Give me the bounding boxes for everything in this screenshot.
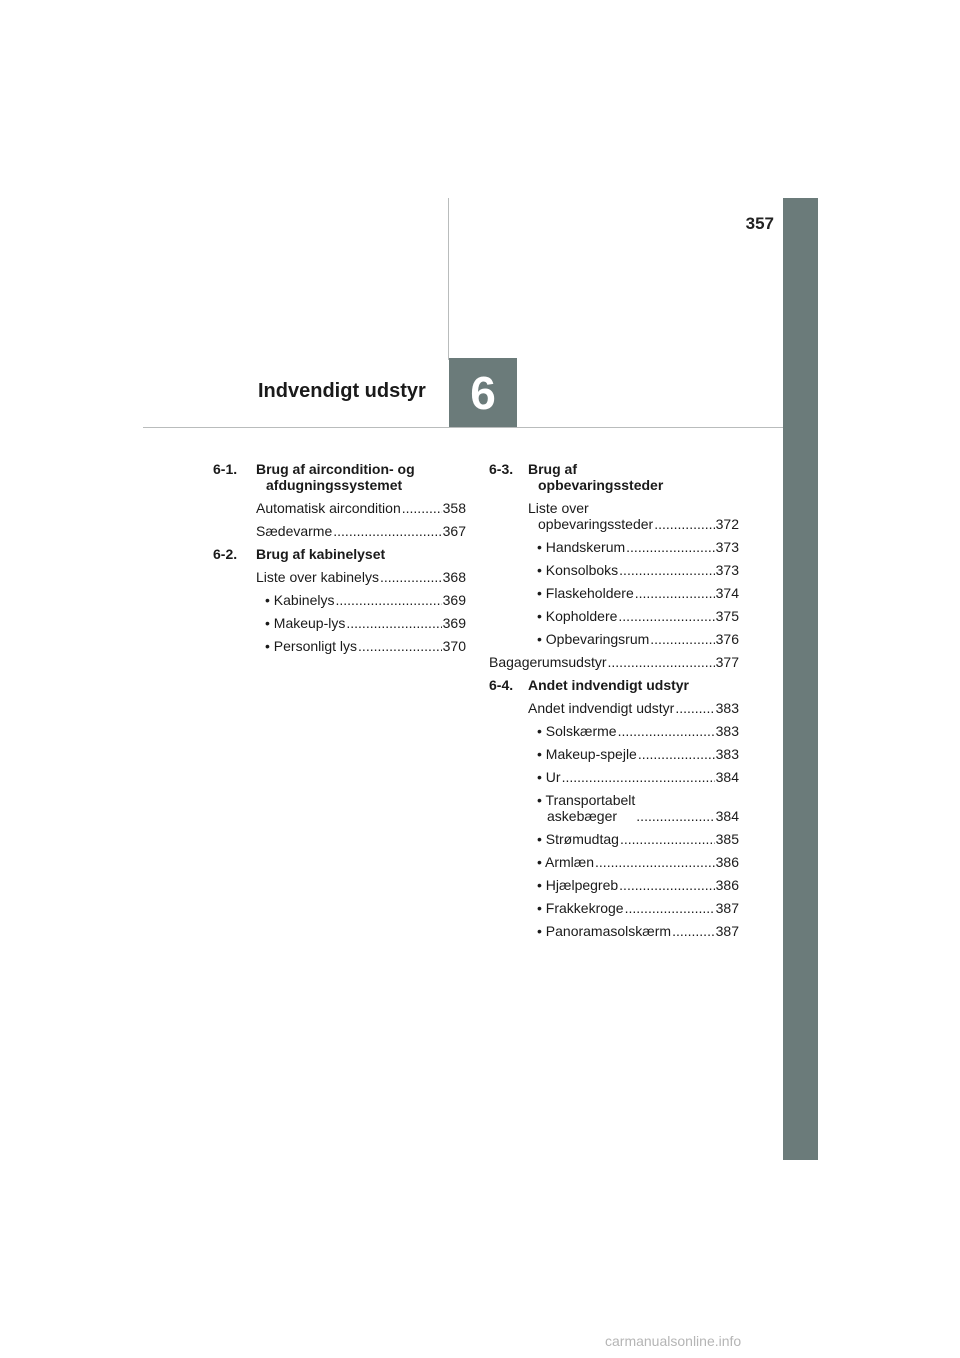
- section-title: [256, 461, 466, 493]
- entry-page: 384: [715, 808, 739, 824]
- chapter-number-box: 6: [449, 358, 517, 427]
- entry-page: 385: [715, 831, 739, 847]
- entry-page: 367: [442, 523, 466, 539]
- entry-label-line1: • Transportabelt: [537, 792, 636, 808]
- toc-entry[interactable]: [489, 792, 739, 824]
- toc-entry[interactable]: [489, 500, 739, 532]
- entry-page: 383: [715, 700, 739, 716]
- entry-page: 373: [715, 562, 739, 578]
- toc-section-6-2: [213, 546, 466, 562]
- entry-label: • Flaskeholdere: [537, 585, 634, 601]
- header-vertical-rule: [448, 198, 449, 360]
- toc-entry[interactable]: [489, 631, 739, 647]
- watermark: carmanualsonline.info: [605, 1333, 742, 1349]
- entry-label: • Makeup-spejle: [537, 746, 637, 762]
- entry-label: • Frakkekroge: [537, 900, 624, 916]
- entry-label: Sædevarme: [256, 523, 333, 539]
- section-title: Andet indvendigt udstyr: [528, 677, 689, 693]
- section-title-line1: Brug af: [528, 461, 577, 477]
- entry-label: • Panoramasolskærm: [537, 923, 672, 939]
- toc-section-6-4: [489, 677, 739, 693]
- entry-label: Bagagerumsudstyr: [489, 654, 607, 670]
- entry-label: • Personligt lys: [265, 638, 358, 654]
- toc-entry[interactable]: [213, 569, 466, 585]
- section-title-line2: afdugningssystemet: [266, 477, 403, 493]
- entry-page: 383: [715, 723, 739, 739]
- toc-entry[interactable]: [489, 746, 739, 762]
- toc-entry[interactable]: [489, 923, 739, 939]
- section-title: [528, 461, 739, 493]
- section-title-line2: opbevaringssteder: [538, 477, 664, 493]
- toc-entry[interactable]: [489, 900, 739, 916]
- toc-entry[interactable]: [489, 562, 739, 578]
- entry-label: • Makeup-lys: [265, 615, 346, 631]
- toc-section-6-3: [489, 461, 739, 493]
- toc-entry[interactable]: [489, 723, 739, 739]
- toc-entry[interactable]: [489, 854, 739, 870]
- toc-entry[interactable]: [489, 877, 739, 893]
- entry-label: Liste over kabinelys: [256, 569, 379, 585]
- entry-page: 369: [442, 615, 466, 631]
- entry-label: • Handskerum: [537, 539, 626, 555]
- section-title: Brug af kabinelyset: [256, 546, 386, 562]
- section-number: 6-2.: [213, 546, 238, 562]
- entry-page: 383: [715, 746, 739, 762]
- entry-page: 369: [442, 592, 466, 608]
- entry-label: • Strømudtag: [537, 831, 619, 847]
- entry-page: 370: [442, 638, 466, 654]
- entry-page: 377: [715, 654, 739, 670]
- section-number: 6-3.: [489, 461, 514, 477]
- chapter-title: Indvendigt udstyr: [258, 380, 426, 402]
- entry-label-line1: Liste over: [528, 500, 589, 516]
- entry-page: 373: [715, 539, 739, 555]
- page-number: 357: [745, 214, 774, 233]
- entry-label: • Armlæn: [537, 854, 595, 870]
- entry-page: 372: [715, 516, 739, 532]
- section-number: 6-4.: [489, 677, 514, 693]
- toc-entry[interactable]: [489, 539, 739, 555]
- toc-left-column: [213, 461, 466, 661]
- toc-entry[interactable]: [489, 608, 739, 624]
- entry-page: 368: [442, 569, 466, 585]
- toc-entry[interactable]: [213, 592, 466, 608]
- entry-label-line2: opbevaringssteder: [538, 516, 654, 532]
- toc-entry[interactable]: [213, 500, 466, 516]
- toc-right-column: [489, 461, 739, 946]
- entry-page: 386: [715, 877, 739, 893]
- entry-label: • Kopholdere: [537, 608, 618, 624]
- toc-entry[interactable]: [489, 700, 739, 716]
- section-title-line1: Brug af aircondition- og: [256, 461, 415, 477]
- entry-page: 375: [715, 608, 739, 624]
- entry-label: • Solskærme: [537, 723, 617, 739]
- toc-entry[interactable]: [489, 769, 739, 785]
- entry-page: 374: [715, 585, 739, 601]
- header-horizontal-rule: [143, 427, 783, 428]
- toc-entry[interactable]: [213, 615, 466, 631]
- entry-page: 384: [715, 769, 739, 785]
- toc-entry[interactable]: [489, 654, 739, 670]
- toc-entry[interactable]: [213, 638, 466, 654]
- entry-label: Automatisk aircondition: [256, 500, 401, 516]
- section-number: 6-1.: [213, 461, 238, 477]
- entry-page: 387: [715, 923, 739, 939]
- entry-label: • Kabinelys: [265, 592, 335, 608]
- chapter-side-tab: [783, 198, 818, 1160]
- toc-entry[interactable]: [489, 831, 739, 847]
- entry-page: 387: [715, 900, 739, 916]
- entry-label: Andet indvendigt udstyr: [528, 700, 675, 716]
- entry-page: 358: [442, 500, 466, 516]
- entry-label: • Ur: [537, 769, 561, 785]
- toc-section-6-1: [213, 461, 466, 493]
- toc-entry[interactable]: [213, 523, 466, 539]
- entry-label: • Konsolboks: [537, 562, 619, 578]
- entry-label: • Hjælpegreb: [537, 877, 619, 893]
- entry-label: • Opbevaringsrum: [537, 631, 650, 647]
- entry-page: 386: [715, 854, 739, 870]
- entry-label-line2: askebæger: [547, 808, 618, 824]
- entry-page: 376: [715, 631, 739, 647]
- toc-entry[interactable]: [489, 585, 739, 601]
